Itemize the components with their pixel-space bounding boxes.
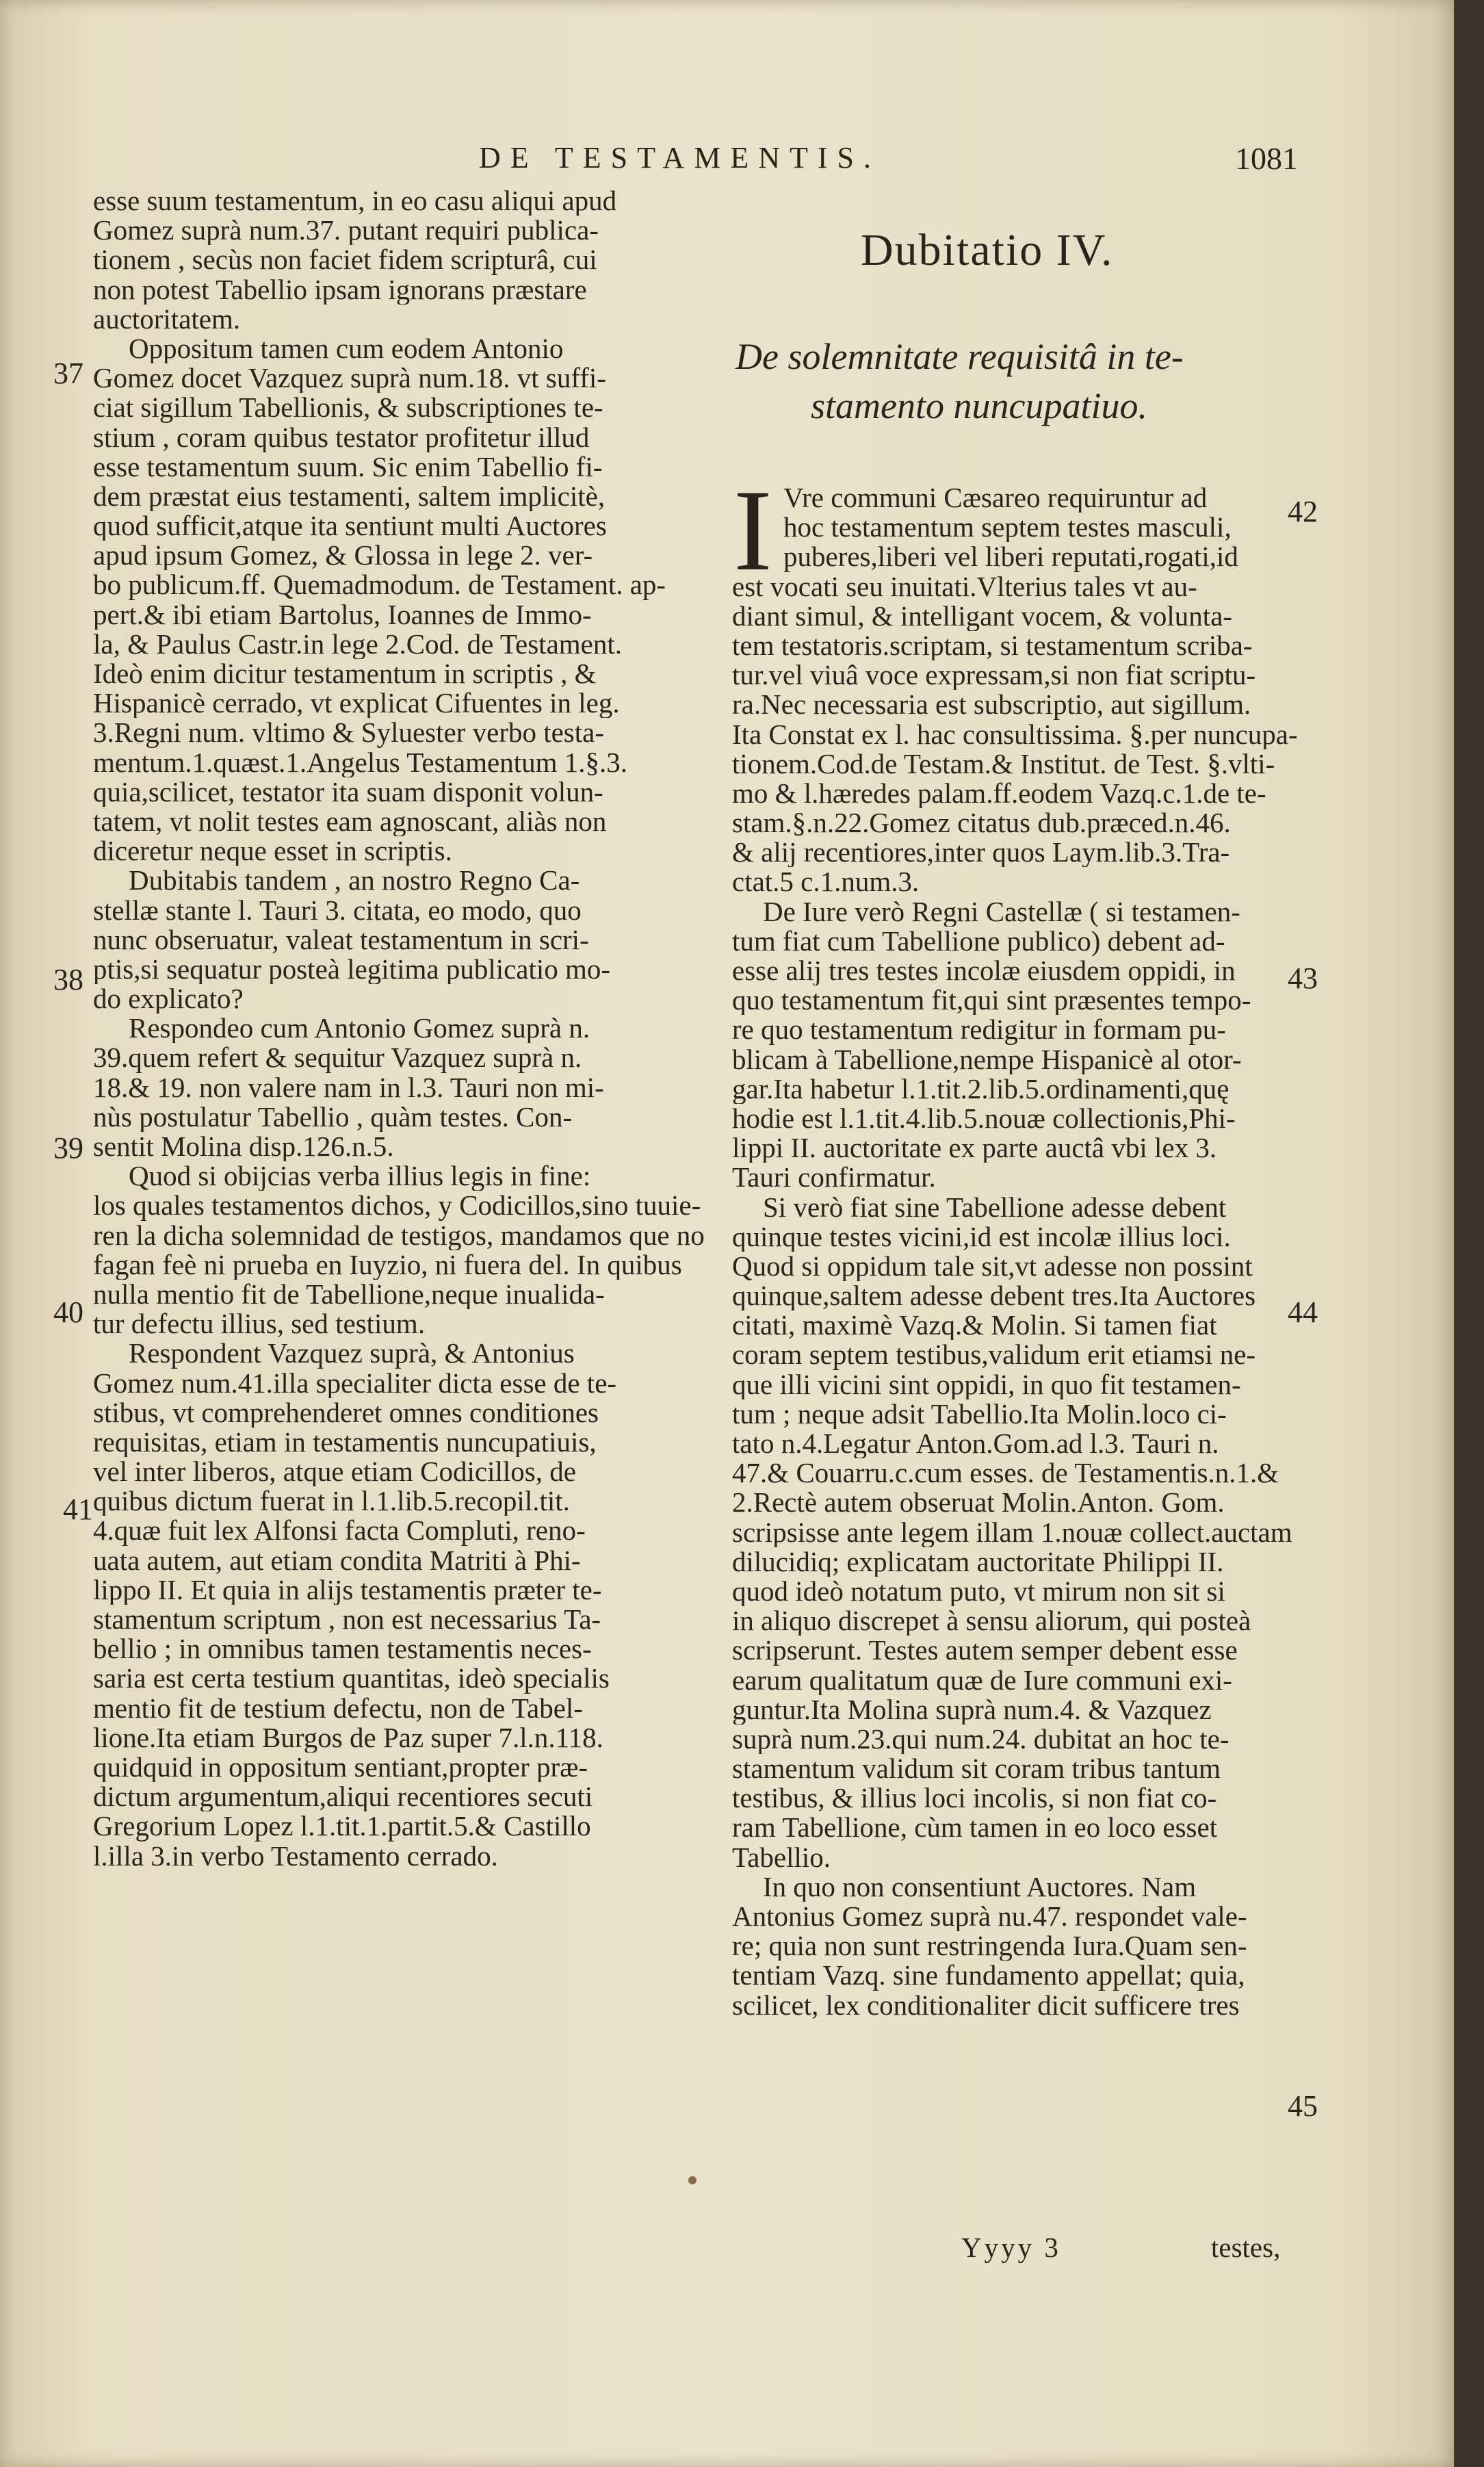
text-line: ram Tabellione, cùm tamen in eo loco esset bbox=[732, 1813, 1218, 1843]
text-line: diceretur neque esset in scriptis. bbox=[93, 836, 452, 866]
text-line: do explicato? bbox=[93, 984, 244, 1014]
text-line: re; quia non sunt restringenda Iura.Quam sen- bbox=[732, 1931, 1247, 1961]
text-line: bo publicum.ff. Quemadmodum. de Testament. ap- bbox=[93, 570, 666, 600]
text-line: testibus, & illius loci incolis, si non fiat co- bbox=[732, 1783, 1217, 1813]
text-line: tionem.Cod.de Testam.& Institut. de Test. §.vlti- bbox=[732, 749, 1275, 779]
text-line: diant simul, & intelligant vocem, & volunta- bbox=[732, 601, 1233, 631]
text-line: ptis,si sequatur posteà legitima publicatio mo- bbox=[93, 954, 611, 985]
text-line: earum qualitatum quæ de Iure communi exi- bbox=[732, 1665, 1232, 1695]
text-line: ren la dicha solemnidad de testigos, mandamos que no bbox=[93, 1220, 705, 1250]
text-line: Gomez num.41.illa specialiter dicta esse de te- bbox=[93, 1368, 617, 1398]
text-line: scripsisse ante legem illam 1.nouæ collect.auctam bbox=[732, 1517, 1292, 1547]
text-line: citati, maximè Vazq.& Molin. Si tamen fiat bbox=[732, 1310, 1217, 1341]
text-line: Vre communi Cæsareo requiruntur ad bbox=[783, 483, 1208, 513]
text-line: guntur.Ita Molina suprà num.4. & Vazquez bbox=[732, 1694, 1212, 1725]
text-line: mo & l.hæredes palam.ff.eodem Vazq.c.1.de te- bbox=[732, 778, 1266, 809]
section-subheading bbox=[736, 332, 1297, 430]
margin-number: 44 bbox=[1288, 1295, 1318, 1329]
margin-number: 43 bbox=[1288, 961, 1318, 995]
text-line: coram septem testibus,validum erit etiamsi ne- bbox=[732, 1340, 1256, 1370]
text-line: Gomez suprà num.37. putant requiri publica- bbox=[93, 216, 599, 246]
text-line: hodie est l.1.tit.4.lib.5.nouæ collectionis,Phi- bbox=[732, 1103, 1236, 1134]
margin-number: 41 bbox=[63, 1493, 93, 1526]
text-line: ctat.5 c.1.num.3. bbox=[732, 867, 920, 897]
text-line: tur.vel viuâ voce expressam,si non fiat scriptu- bbox=[732, 660, 1256, 690]
text-line: 39.quem refert & sequitur Vazquez suprà n. bbox=[93, 1043, 582, 1073]
text-line: vel inter liberos, atque etiam Codicillos, de bbox=[93, 1457, 576, 1487]
text-line: gar.Ita habetur l.1.tit.2.lib.5.ordinamenti,quę bbox=[732, 1074, 1229, 1104]
margin-number: 37 bbox=[53, 357, 83, 390]
margin-number: 38 bbox=[53, 963, 83, 996]
text-line: Respondent Vazquez suprà, & Antonius bbox=[129, 1339, 575, 1369]
text-line: quinque testes vicini,id est incolæ illius loci. bbox=[732, 1222, 1231, 1252]
text-line: quod sufficit,atque ita sentiunt multi Auctores bbox=[93, 511, 607, 541]
text-line: auctoritatem. bbox=[93, 304, 241, 334]
text-line: quinque,saltem adesse debent tres.Ita Auctores bbox=[732, 1281, 1256, 1311]
catchword: testes, bbox=[1211, 2232, 1281, 2263]
text-line: esse alij tres testes incolæ eiusdem oppidi, in bbox=[732, 956, 1236, 986]
signature-mark: Yyyy 3 bbox=[961, 2232, 1061, 2263]
text-line: tato n.4.Legatur Anton.Gom.ad l.3. Tauri n. bbox=[732, 1429, 1219, 1459]
text-line: tatem, vt nolit testes eam agnoscant, aliàs non bbox=[93, 806, 607, 837]
text-line: tem testatoris.scriptam, si testamentum scriba- bbox=[732, 630, 1253, 661]
text-line: non potest Tabellio ipsam ignorans præstare bbox=[93, 274, 587, 305]
text-line: quod ideò notatum puto, vt mirum non sit si bbox=[732, 1576, 1225, 1607]
text-line: dem præstat eius testamenti, saltem implicitè, bbox=[93, 481, 606, 512]
page-edge-shadow bbox=[1454, 0, 1484, 2467]
text-line: Antonius Gomez suprà nu.47. respondet vale- bbox=[732, 1902, 1247, 1932]
text-line: puberes,liberi vel liberi reputati,rogati,id bbox=[783, 542, 1238, 572]
running-title: DE TESTAMENTIS. bbox=[479, 141, 881, 175]
margin-number: 42 bbox=[1288, 495, 1318, 528]
text-line: tum fiat cum Tabellione publico) debent ad- bbox=[732, 926, 1225, 956]
text-line: fagan feè ni prueba en Iuyzio, ni fuera del. In quibus bbox=[93, 1250, 682, 1280]
text-line: bellio ; in omnibus tamen testamentis neces- bbox=[93, 1634, 592, 1664]
text-line: Dubitabis tandem , an nostro Regno Ca- bbox=[129, 866, 580, 896]
text-line: tionem , secùs non faciet fidem scripturâ, cui bbox=[93, 245, 597, 275]
text-line: tur defectu illius, sed testium. bbox=[93, 1309, 426, 1339]
text-line: stibus, vt comprehenderet omnes conditiones bbox=[93, 1397, 599, 1428]
left-text-column bbox=[93, 186, 740, 1871]
text-line: quo testamentum fit,qui sint præsentes tempo- bbox=[732, 985, 1251, 1016]
text-line: l.illa 3.in verbo Testamento cerrado. bbox=[93, 1841, 498, 1871]
text-line: stium , coram quibus testator profitetur illud bbox=[93, 422, 590, 452]
ink-spot bbox=[688, 2176, 697, 2184]
text-line: quia,scilicet, testator ita suam disponit volun- bbox=[93, 777, 603, 807]
right-text-column bbox=[732, 483, 1300, 2020]
text-line: 47.& Couarru.c.cum esses. de Testamentis.n.1.& bbox=[732, 1458, 1279, 1488]
text-line: hoc testamentum septem testes masculi, bbox=[783, 513, 1232, 543]
text-line: Si verò fiat sine Tabellione adesse debent bbox=[763, 1192, 1227, 1222]
text-line: tentiam Vazq. sine fundamento appellat; quia, bbox=[732, 1961, 1245, 1991]
text-line: 3.Regni num. vltimo & Syluester verbo testa- bbox=[93, 718, 605, 748]
text-line: esse suum testamentum, in eo casu aliqui apud bbox=[93, 186, 617, 216]
text-line: lippo II. Et quia in alijs testamentis præter te- bbox=[93, 1575, 602, 1605]
text-line: uata autem, aut etiam condita Matriti à Phi- bbox=[93, 1545, 581, 1575]
text-line: sentit Molina disp.126.n.5. bbox=[93, 1132, 394, 1162]
text-line: Hispanicè cerrado, vt explicat Cifuentes in leg. bbox=[93, 688, 620, 719]
margin-number: 39 bbox=[53, 1131, 83, 1165]
text-line: Ideò enim dicitur testamentum in scriptis , & bbox=[93, 659, 597, 689]
text-line: stam.§.n.22.Gomez citatus dub.præced.n.46. bbox=[732, 808, 1231, 838]
text-line: stamentum validum sit coram tribus tantum bbox=[732, 1754, 1221, 1784]
text-line: quibus dictum fuerat in l.1.lib.5.recopil.tit. bbox=[93, 1486, 570, 1516]
margin-number: 45 bbox=[1288, 2089, 1318, 2123]
text-line: stellæ stante l. Tauri 3. citata, eo modo, quo bbox=[93, 895, 582, 925]
text-line: Oppositum tamen cum eodem Antonio bbox=[129, 333, 564, 364]
text-line: lione.Ita etiam Burgos de Paz super 7.l.n.118. bbox=[93, 1722, 603, 1753]
text-line: nunc obseruatur, valeat testamentum in scri- bbox=[93, 925, 589, 955]
text-line: mentum.1.quæst.1.Angelus Testamentum 1.§.3. bbox=[93, 747, 628, 777]
text-line: stamentum scriptum , non est necessarius Ta- bbox=[93, 1605, 601, 1635]
subheading-line: stamento nuncupatiuo. bbox=[811, 385, 1147, 426]
text-line: scripserunt. Testes autem semper debent esse bbox=[732, 1636, 1238, 1666]
text-line: tum ; neque adsit Tabellio.Ita Molin.loco ci- bbox=[732, 1399, 1227, 1429]
text-line: saria est certa testium quantitas, ideò specialis bbox=[93, 1664, 610, 1694]
text-line: in aliquo discrepet à sensu aliorum, qui posteà bbox=[732, 1606, 1251, 1636]
text-line: Gregorium Lopez l.1.tit.1.partit.5.& Castillo bbox=[93, 1811, 591, 1842]
text-line: 2.Rectè autem obseruat Molin.Anton. Gom. bbox=[732, 1488, 1225, 1518]
text-line: pert.& ibi etiam Bartolus, Ioannes de Immo- bbox=[93, 599, 592, 630]
text-line: Quod si oppidum tale sit,vt adesse non possint bbox=[732, 1251, 1253, 1282]
text-line: scilicet, lex conditionaliter dicit sufficere tres bbox=[732, 1990, 1240, 2020]
drop-capital: I bbox=[733, 466, 772, 595]
section-heading: Dubitatio IV. bbox=[861, 225, 1114, 275]
text-line: requisitas, etiam in testamentis nuncupatiuis, bbox=[93, 1427, 597, 1458]
text-line: Respondeo cum Antonio Gomez suprà n. bbox=[129, 1013, 590, 1044]
text-line: In quo non consentiunt Auctores. Nam bbox=[763, 1872, 1197, 1902]
text-line: De Iure verò Regni Castellæ ( si testamen- bbox=[763, 896, 1240, 927]
text-line: mentio fit de testium defectu, non de Tabel- bbox=[93, 1693, 583, 1723]
text-line: est vocati seu inuitati.Vlterius tales vt au- bbox=[732, 571, 1197, 602]
text-line: que illi vicini sint oppidi, in quo fit testamen- bbox=[732, 1369, 1241, 1399]
text-line: quidquid in oppositum sentiant,propter præ- bbox=[93, 1752, 588, 1783]
text-line: 18.& 19. non valere nam in l.3. Tauri non mi- bbox=[93, 1072, 604, 1102]
text-line: Quod si obijcias verba illius legis in fine: bbox=[129, 1161, 591, 1191]
text-line: nulla mentio fit de Tabellione,neque inualida- bbox=[93, 1279, 605, 1310]
text-line: Gomez docet Vazquez suprà num.18. vt suffi- bbox=[93, 363, 606, 393]
text-line: Tauri confirmatur. bbox=[732, 1163, 936, 1193]
text-line: ciat sigillum Tabellionis, & subscriptiones te- bbox=[93, 393, 603, 423]
text-line: Ita Constat ex l. hac consultissima. §.per nuncupa- bbox=[732, 719, 1298, 749]
text-line: Tabellio. bbox=[732, 1842, 831, 1872]
text-line: & alij recentiores,inter quos Laym.lib.3.Tra- bbox=[732, 838, 1230, 868]
subheading-line: De solemnitate requisitâ in te- bbox=[736, 336, 1184, 377]
text-line: blicam à Tabellione,nempe Hispanicè al otor- bbox=[732, 1044, 1242, 1074]
margin-number: 40 bbox=[53, 1295, 83, 1329]
text-line: la, & Paulus Castr.in lege 2.Cod. de Testament. bbox=[93, 629, 622, 659]
text-line: lippi II. auctoritate ex parte auctâ vbi lex 3. bbox=[732, 1133, 1217, 1163]
text-line: apud ipsum Gomez, & Glossa in lege 2. ver- bbox=[93, 541, 593, 571]
page-number: 1081 bbox=[1235, 141, 1298, 176]
text-line: dilucidiq; explicatam auctoritate Philippi II. bbox=[732, 1547, 1224, 1577]
text-line: los quales testamentos dichos, y Codicillos,sino tuuie- bbox=[93, 1191, 701, 1221]
text-line: suprà num.23.qui num.24. dubitat an hoc te- bbox=[732, 1724, 1229, 1755]
text-line: ra.Nec necessaria est subscriptio, aut sigillum. bbox=[732, 690, 1251, 720]
text-line: re quo testamentum redigitur in formam pu- bbox=[732, 1015, 1226, 1045]
text-line: esse testamentum suum. Sic enim Tabellio fi- bbox=[93, 452, 603, 482]
text-line: 4.quæ fuit lex Alfonsi facta Compluti, reno- bbox=[93, 1516, 586, 1546]
text-line: nùs postulatur Tabellio , quàm testes. Con- bbox=[93, 1102, 573, 1132]
text-line: dictum argumentum,aliqui recentiores secuti bbox=[93, 1782, 593, 1812]
